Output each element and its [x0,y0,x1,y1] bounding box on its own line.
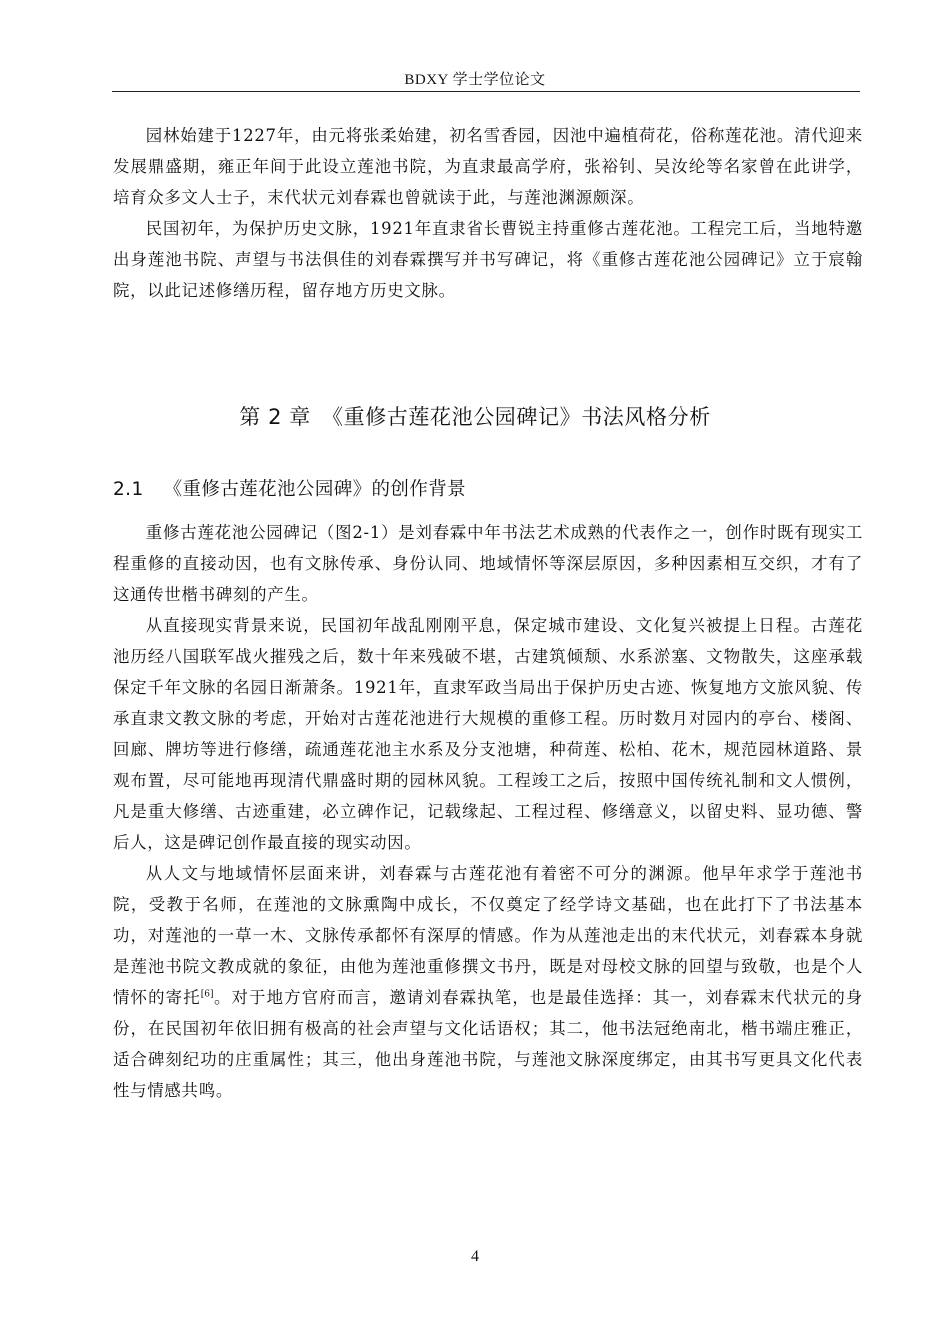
section-number: 2.1 [113,479,144,500]
section-heading [113,476,466,504]
intro-block [113,120,863,306]
citation-marker: [6] [200,989,214,1000]
page-number: 4 [471,1248,479,1265]
section-title: 《重修古莲花池公园碑》的创作背景 [163,479,467,500]
body-paragraph-3-part-2: 。对于地方官府而言，邀请刘春霖执笔，也是最佳选择：其一，刘春霖末代状元的身份，在民国初年依旧拥有极高的社会声望与文化话语权；其二，他书法冠绝南北，楷书端庄雅正，适合碑刻纪功的庄重属性；其三，他出身莲池书院，与莲池文脉深度绑定，由其书写更具文化代表性与情感共鸣。 [113,988,864,1100]
chapter-title: 第 2 章 《重修古莲花池公园碑记》书法风格分析 [239,405,711,429]
body-paragraph-2: 从直接现实背景来说，民国初年战乱刚刚平息，保定城市建设、文化复兴被提上日程。古莲花池历经八国联军战火摧残之后，数十年来残破不堪，古建筑倾颓、水系淤塞、文物散失，这座承载保定千年文脉的名园日渐萧条。1921年，直隶军政当局出于保护历史古迹、恢复地方文旅风貌、传承直隶文教文脉的考虑，开始对古莲花池进行大规模的重修工程。历时数月对园内的亭台、楼阁、回廊、牌坊等进行修缮，疏通莲花池主水系及分支池塘，种荷莲、松柏、花木，规范园林道路、景观布置，尽可能地再现清代鼎盛时期的园林风貌。工程竣工之后，按照中国传统礼制和文人惯例，凡是重大修缮、古迹重建，必立碑作记，记载缘起、工程过程、修缮意义，以留史料、显功德、警后人，这是碑记创作最直接的现实动因。 [113,616,863,852]
intro-paragraph-1: 园林始建于1227年，由元将张柔始建，初名雪香园，因池中遍植荷花，俗称莲花池。清代迎来发展鼎盛期，雍正年间于此设立莲池书院，为直隶最高学府，张裕钊、吴汝纶等名家曾在此讲学，培育众多文人士子，末代状元刘春霖也曾就读于此，与莲池渊源颇深。 [113,126,863,207]
body-paragraph-3-part-1: 从人文与地域情怀层面来讲，刘春霖与古莲花池有着密不可分的渊源。他早年求学于莲池书院，受教于名师，在莲池的文脉熏陶中成长，不仅奠定了经学诗文基础，也在此打下了书法基本功，对莲池的一草一木、文脉传承都怀有深厚的情感。作为从莲池走出的末代状元，刘春霖本身就是莲池书院文教成就的象征，由他为莲池重修撰文书丹，既是对母校文脉的回望与致敬，也是个人情怀的寄托 [113,864,863,1007]
body-paragraph-3 [113,858,863,1106]
running-header: BDXY 学士学位论文 [404,72,546,88]
intro-paragraph-2: 民国初年，为保护历史文脉，1921年直隶省长曹锐主持重修古莲花池。工程完工后，当地特邀出身莲池书院、声望与书法俱佳的刘春霖撰写并书写碑记，将《重修古莲花池公园碑记》立于宸翰院，以此记述修缮历程，留存地方历史文脉。 [113,219,863,300]
body-block [113,517,863,1106]
body-paragraph-1: 重修古莲花池公园碑记（图2-1）是刘春霖中年书法艺术成熟的代表作之一，创作时既有现实工程重修的直接动因，也有文脉传承、身份认同、地域情怀等深层原因，多种因素相互交织，才有了这通传世楷书碑刻的产生。 [113,523,863,604]
header-rule [112,91,860,92]
